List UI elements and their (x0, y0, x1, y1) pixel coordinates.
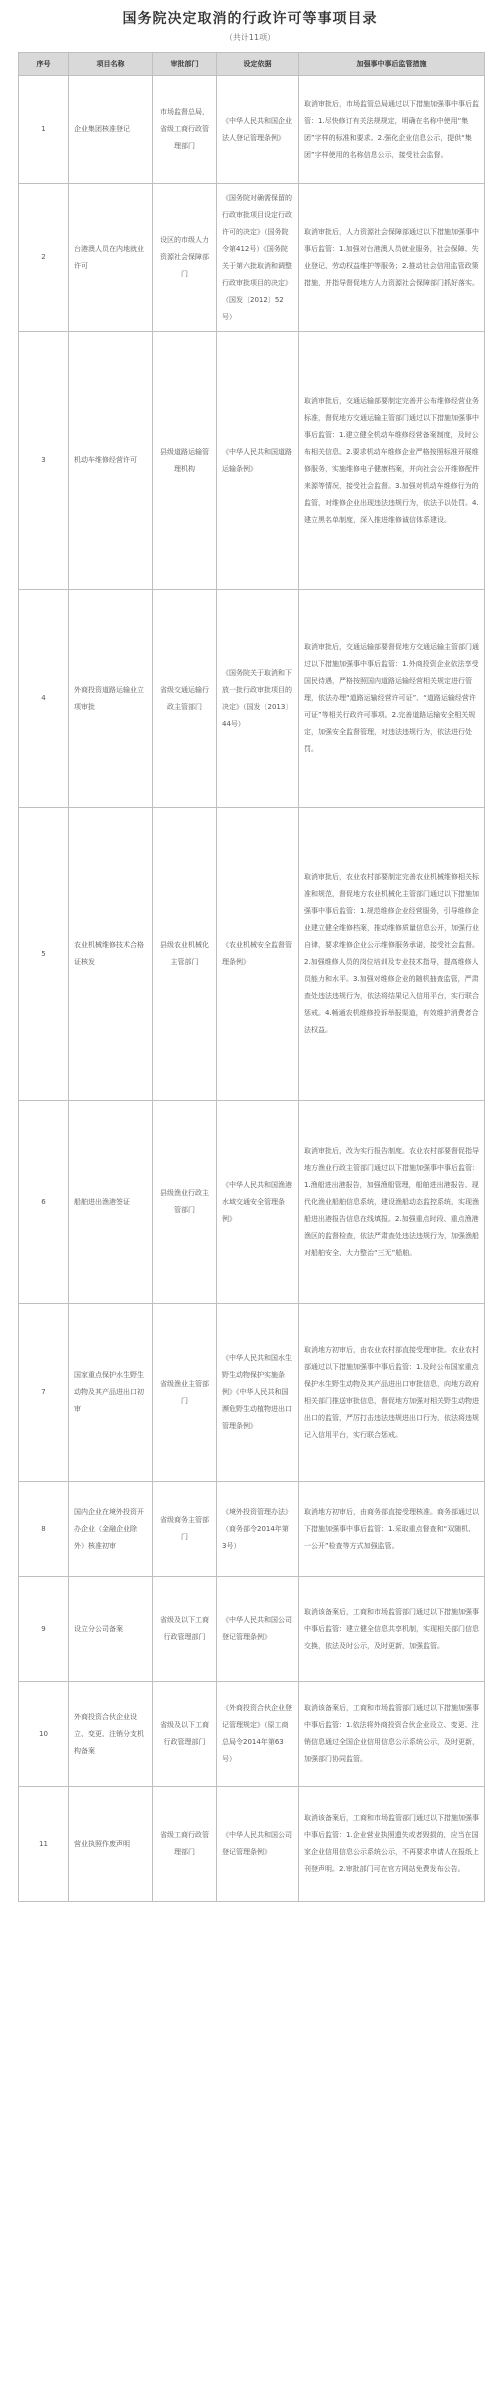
row-index: 8 (19, 1482, 69, 1577)
table-row (19, 76, 485, 184)
row-measures: 取消审批后，交通运输部要督促地方交通运输主管部门通过以下措施加强事中事后监管：1.外商投资企业依法享受国民待遇，严格按照国内道路运输经营相关规定进行管理，依法办理“道路运输经营许可证”、“道路运输经营许可证”等相关行政许可事项。2.完善道路运输安全相关规定，加强安全监督管理，对违法违规行为，依法进行处罚。 (299, 590, 485, 808)
row-dept: 省级工商行政管理部门 (153, 1787, 217, 1902)
row-index: 3 (19, 332, 69, 590)
row-dept: 省级商务主管部门 (153, 1482, 217, 1577)
table-row (19, 1682, 485, 1787)
row-basis: 《中华人民共和国公司登记管理条例》 (217, 1787, 299, 1902)
row-item-name: 船舶进出渔港签证 (69, 1101, 153, 1304)
row-measures: 取消审批后，市场监管总局通过以下措施加强事中事后监管：1.尽快修订有关法规规定，明确在名称中使用“集团”字样的标准和要求。2.强化企业信息公示，提供“集团”字样使用的名称信息公示，接受社会监督。 (299, 76, 485, 184)
table-row (19, 184, 485, 332)
table-row (19, 332, 485, 590)
page-title: 国务院决定取消的行政许可等事项目录 (122, 11, 378, 27)
row-basis: 《中华人民共和国渔港水域交通安全管理条例》 (217, 1101, 299, 1304)
row-measures: 取消地方初审后，由农业农村部直接受理审批。农业农村部通过以下措施加强事中事后监管：1.及时公布国家重点保护水生野生动物及其产品进出口审批信息，向地方政府相关部门推送审批信息，督促地方加强对相关野生动物进出口的监管，严厉打击违法违规进出口行为，依法将违规记入信用平台，实行联合惩戒。 (299, 1304, 485, 1482)
row-item-name: 机动车维修经营许可 (69, 332, 153, 590)
header-item-name: 项目名称 (69, 53, 153, 76)
row-index: 5 (19, 808, 69, 1101)
row-measures: 取消审批后，人力资源社会保障部通过以下措施加强事中事后监管：1.加强对台港澳人员就业服务，社会保障、失业登记、劳动权益维护等服务；2.推动社会信用监管政策措施，并指导督促地方人力资源社会保障部门抓好落实。 (299, 184, 485, 332)
row-dept: 县级农业机械化主管部门 (153, 808, 217, 1101)
row-index: 9 (19, 1577, 69, 1682)
row-dept: 省级及以下工商行政管理部门 (153, 1577, 217, 1682)
row-item-name: 设立分公司备案 (69, 1577, 153, 1682)
row-basis: 《农业机械安全监督管理条例》 (217, 808, 299, 1101)
row-basis: 《境外投资管理办法》（商务部令2014年第3号） (217, 1482, 299, 1577)
row-basis: 《国务院对确需保留的行政审批项目设定行政许可的决定》（国务院令第412号）《国务院关于第六批取消和调整行政审批项目的决定》（国发〔2012〕52号） (217, 184, 299, 332)
row-basis: 《中华人民共和国公司登记管理条例》 (217, 1577, 299, 1682)
row-dept: 县级渔业行政主管部门 (153, 1101, 217, 1304)
row-basis: 《外商投资合伙企业登记管理规定》（原工商总局令2014年第63号） (217, 1682, 299, 1787)
table-row (19, 1304, 485, 1482)
table-row (19, 590, 485, 808)
row-item-name: 企业集团核准登记 (69, 76, 153, 184)
items-table (18, 52, 485, 1902)
header-index: 序号 (19, 53, 69, 76)
table-row (19, 1787, 485, 1902)
row-dept: 设区的市级人力资源社会保障部门 (153, 184, 217, 332)
row-measures: 取消该备案后，工商和市场监管部门通过以下措施加强事中事后监管：建立健全信息共享机制，实现相关部门信息交换，依法及时公示，及时更新，加强监管。 (299, 1577, 485, 1682)
row-measures: 取消审批后，农业农村部要制定完善农业机械维修相关标准和规范，督促地方农业机械化主管部门通过以下措施加强事中事后监管：1.规范维修企业经营服务，引导维修企业建立健全维修档案，推动维修质量信息公开，加强行业自律，要求维修企业公示维修服务承诺，接受社会监督。2.加强维修人员的岗位培训及专业技术指导，提高维修人员能力和水平。3.加强对维修企业的随机抽查监管，严肃查处违法违规行为，依法将结果记入信用平台，实行联合惩戒。4.畅通农机维修投诉举报渠道，有效维护消费者合法权益。 (299, 808, 485, 1101)
header-measures: 加强事中事后监管措施 (299, 53, 485, 76)
row-index: 2 (19, 184, 69, 332)
row-basis: 《中华人民共和国道路运输条例》 (217, 332, 299, 590)
header-basis: 设定依据 (217, 53, 299, 76)
table-row (19, 1577, 485, 1682)
row-dept: 省级渔业主管部门 (153, 1304, 217, 1482)
table-row (19, 1482, 485, 1577)
row-item-name: 农业机械维修技术合格证核发 (69, 808, 153, 1101)
row-item-name: 台港澳人员在内地就业许可 (69, 184, 153, 332)
table-row (19, 808, 485, 1101)
row-measures: 取消审批后，改为实行报告制度。农业农村部要督促指导地方渔业行政主管部门通过以下措施加强事中事后监管：1.渔船进出港报告，加强渔船管理，船舶进出港报告、现代化渔业船舶信息系统，建设渔船动态监控系统，实现渔船进出港报告信息在线填报。2.加强重点时段、重点渔港渔区的监督检查，依法严肃查处违法违规行为，加强渔船对船舶安全、大力整治“三无”船舶。 (299, 1101, 485, 1304)
row-index: 10 (19, 1682, 69, 1787)
row-index: 4 (19, 590, 69, 808)
row-dept: 省级及以下工商行政管理部门 (153, 1682, 217, 1787)
row-basis: 《中华人民共和国水生野生动物保护实施条例》《中华人民共和国濒危野生动植物进出口管理条例》 (217, 1304, 299, 1482)
row-item-name: 外商投资道路运输业立项审批 (69, 590, 153, 808)
table-row (19, 1101, 485, 1304)
row-dept: 市场监督总局，省级工商行政管理部门 (153, 76, 217, 184)
row-measures: 取消审批后，交通运输部要制定完善并公布维修经营业务标准，督促地方交通运输主管部门通过以下措施加强事中事后监管：1.建立健全机动车维修经营备案制度，及时公布相关信息。2.要求机动车维修企业严格按照标准开展维修服务，实施维修电子健康档案，并向社会公开维修配件来源等情况，接受社会监督。3.加强对机动车维修行为的监管，对维修企业出现违法违规行为，依法予以处罚。4.建立黑名单制度，深入推进维修诚信体系建设。 (299, 332, 485, 590)
row-dept: 省级交通运输行政主管部门 (153, 590, 217, 808)
row-measures: 取消该备案后，工商和市场监管部门通过以下措施加强事中事后监管：1.依法将外商投资合伙企业设立、变更、注销信息通过全国企业信用信息公示系统公示，及时更新，加强部门协同监管。 (299, 1682, 485, 1787)
row-item-name: 国内企业在境外投资开办企业（金融企业除外）核准初审 (69, 1482, 153, 1577)
header-dept: 审批部门 (153, 53, 217, 76)
row-item-name: 营业执照作废声明 (69, 1787, 153, 1902)
row-index: 1 (19, 76, 69, 184)
row-item-name: 国家重点保护水生野生动物及其产品进出口初审 (69, 1304, 153, 1482)
row-index: 6 (19, 1101, 69, 1304)
row-measures: 取消该备案后，工商和市场监管部门通过以下措施加强事中事后监管：1.企业营业执照遗失或者毁损的，应当在国家企业信用信息公示系统公示，不再要求申请人在报纸上刊登声明。2.审批部门可在官方网站免费发布公告。 (299, 1787, 485, 1902)
row-basis: 《国务院关于取消和下放一批行政审批项目的决定》（国发〔2013〕44号） (217, 590, 299, 808)
row-item-name: 外商投资合伙企业设立、变更、注销分支机构备案 (69, 1682, 153, 1787)
row-basis: 《中华人民共和国企业法人登记管理条例》 (217, 76, 299, 184)
page-subtitle: （共计11项） (224, 33, 276, 42)
table-header-row (19, 53, 485, 76)
row-index: 11 (19, 1787, 69, 1902)
row-dept: 县级道路运输管理机构 (153, 332, 217, 590)
row-measures: 取消地方初审后，由商务部直接受理核准。商务部通过以下措施加强事中事后监管：1.采取重点督查和“双随机、一公开”检查等方式加强监管。 (299, 1482, 485, 1577)
row-index: 7 (19, 1304, 69, 1482)
